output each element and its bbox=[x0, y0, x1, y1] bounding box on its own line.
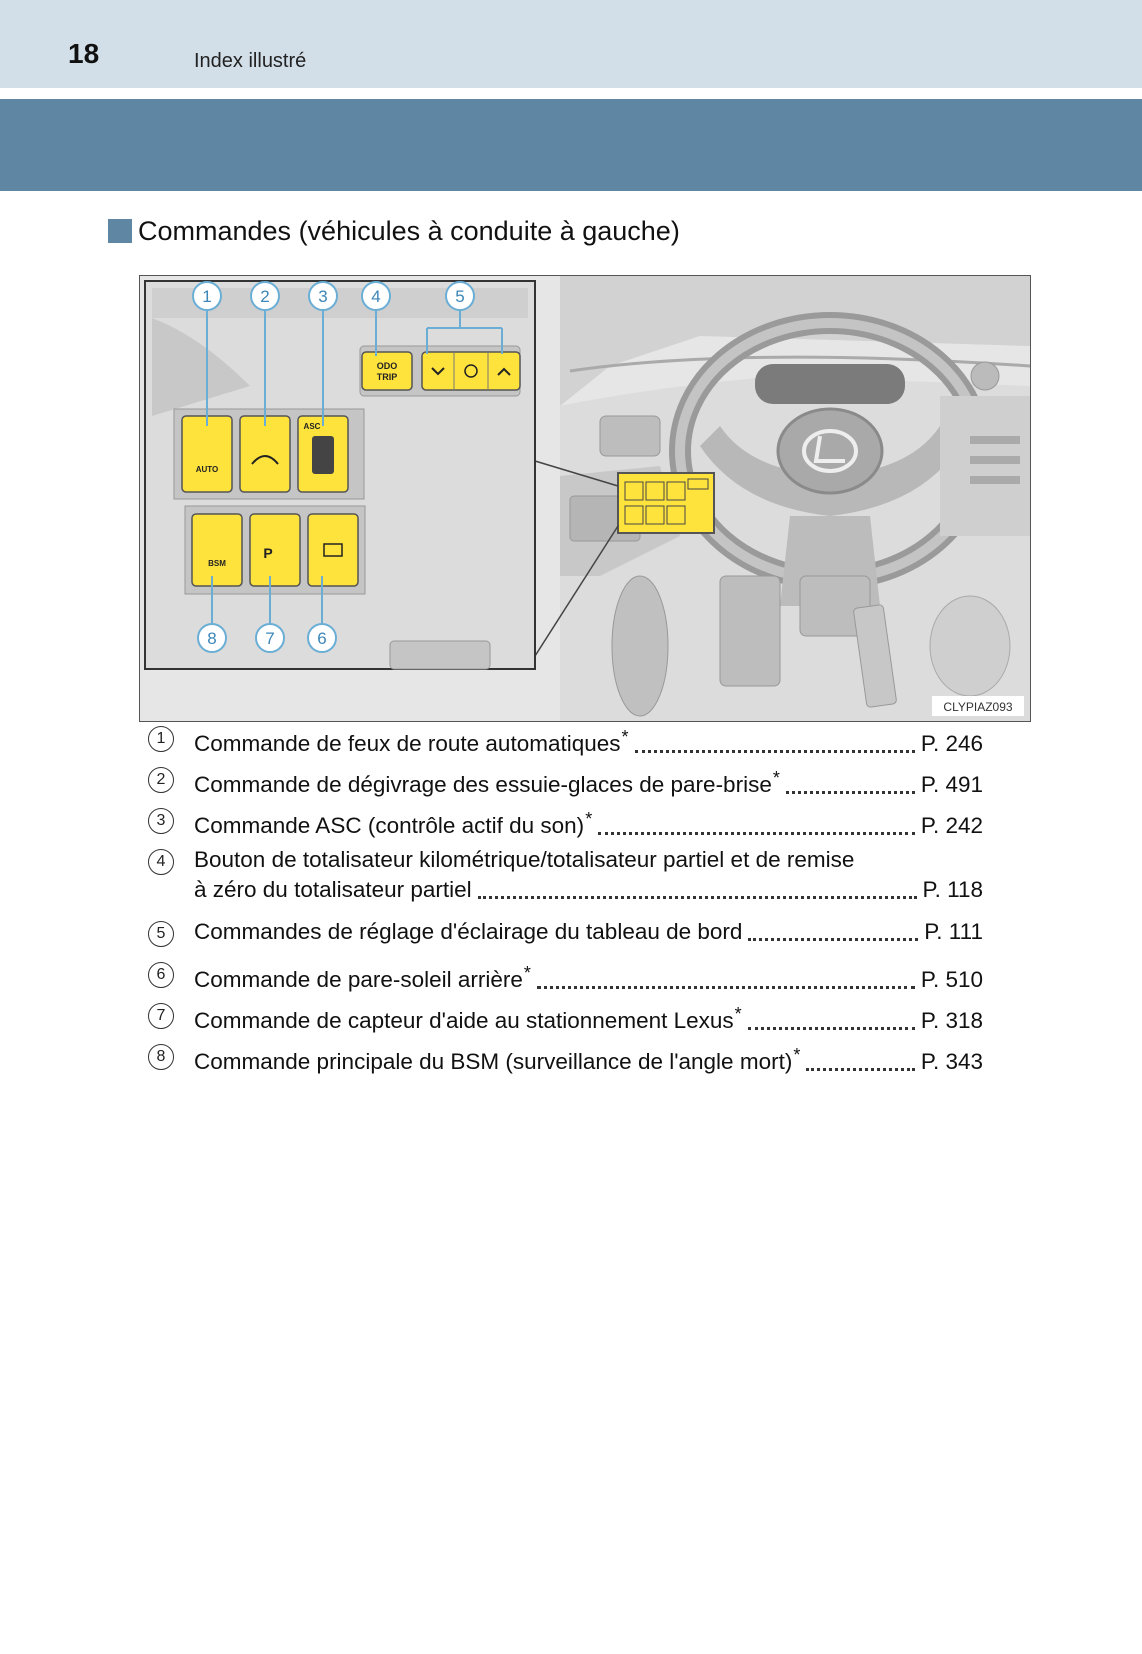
leader-dots bbox=[635, 750, 915, 753]
page-ref: P. 318 bbox=[920, 1008, 983, 1033]
item-text: Commande de pare-soleil arrière bbox=[194, 967, 523, 992]
item-text: Commande principale du BSM (surveillance de l'angle mort) bbox=[194, 1049, 793, 1074]
heading-title: Commandes (véhicules à conduite à gauche) bbox=[138, 215, 680, 246]
callout-4: 4 bbox=[371, 287, 381, 306]
title-band bbox=[0, 99, 1142, 191]
item-text: Commande ASC (contrôle actif du son) bbox=[194, 813, 585, 838]
odo-label: ODO bbox=[376, 361, 398, 371]
controls-illustration bbox=[139, 275, 1031, 722]
leader-dots bbox=[537, 986, 915, 989]
item-number: 2 bbox=[148, 767, 174, 793]
item-text: Commande de dégivrage des essuie-glaces de pare-brise bbox=[194, 772, 772, 797]
footnote-star: * bbox=[793, 1045, 801, 1065]
list-item bbox=[148, 999, 983, 1040]
controls-list bbox=[148, 722, 983, 1081]
list-item bbox=[148, 804, 983, 845]
heading-square-icon bbox=[108, 219, 132, 243]
section-name: Index illustré bbox=[194, 50, 307, 72]
callout-6: 6 bbox=[317, 629, 327, 648]
callout-5: 5 bbox=[455, 287, 465, 306]
item-text: Commande de feux de route automatiques bbox=[194, 731, 621, 756]
item-number: 4 bbox=[148, 849, 174, 875]
item-text: Commandes de réglage d'éclairage du tableau de bord bbox=[194, 919, 743, 944]
item-text: Commande de capteur d'aide au stationnement Lexus bbox=[194, 1008, 734, 1033]
leader-dots bbox=[748, 1027, 915, 1030]
leader-dots bbox=[806, 1068, 915, 1071]
section-heading bbox=[108, 214, 680, 248]
page-ref: P. 111 bbox=[924, 919, 983, 944]
list-item bbox=[148, 763, 983, 804]
page-ref: P. 246 bbox=[920, 731, 983, 756]
leader-dots bbox=[786, 791, 915, 794]
list-item bbox=[148, 958, 983, 999]
header-band bbox=[0, 0, 1142, 88]
list-item bbox=[148, 1040, 983, 1081]
page-ref: P. 242 bbox=[920, 813, 983, 838]
park-label: P bbox=[263, 545, 273, 561]
image-code: CLYPIAZ093 bbox=[943, 700, 1013, 714]
leader-dots bbox=[748, 938, 918, 941]
item-number: 5 bbox=[148, 921, 174, 947]
auto-label: AUTO bbox=[195, 465, 219, 474]
item-number: 7 bbox=[148, 1003, 174, 1029]
list-item bbox=[148, 722, 983, 763]
callout-8: 8 bbox=[207, 629, 217, 648]
trip-label: TRIP bbox=[376, 372, 398, 382]
leader-dots bbox=[478, 896, 917, 899]
page-number: 18 bbox=[68, 38, 100, 69]
item-text-line2: à zéro du totalisateur partiel bbox=[194, 877, 472, 902]
callout-2: 2 bbox=[260, 287, 270, 306]
list-item bbox=[148, 845, 983, 917]
callout-3: 3 bbox=[318, 287, 328, 306]
callout-1: 1 bbox=[202, 287, 212, 306]
item-number: 1 bbox=[148, 726, 174, 752]
list-item bbox=[148, 917, 983, 958]
item-number: 8 bbox=[148, 1044, 174, 1070]
page-ref: P. 118 bbox=[922, 877, 983, 902]
leader-dots bbox=[598, 832, 915, 835]
footnote-star: * bbox=[621, 727, 629, 747]
page-ref: P. 343 bbox=[920, 1049, 983, 1074]
callout-7: 7 bbox=[265, 629, 275, 648]
page-ref: P. 491 bbox=[920, 772, 983, 797]
footnote-star: * bbox=[585, 809, 593, 829]
item-number: 3 bbox=[148, 808, 174, 834]
footnote-star: * bbox=[734, 1004, 742, 1024]
footnote-star: * bbox=[523, 963, 531, 983]
page-ref: P. 510 bbox=[920, 967, 983, 992]
footnote-star: * bbox=[772, 768, 780, 788]
bsm-label: BSM bbox=[208, 559, 226, 568]
item-text-line1: Bouton de totalisateur kilométrique/totalisateur partiel et de remise bbox=[194, 847, 855, 872]
asc-label: ASC bbox=[303, 422, 321, 431]
item-number: 6 bbox=[148, 962, 174, 988]
